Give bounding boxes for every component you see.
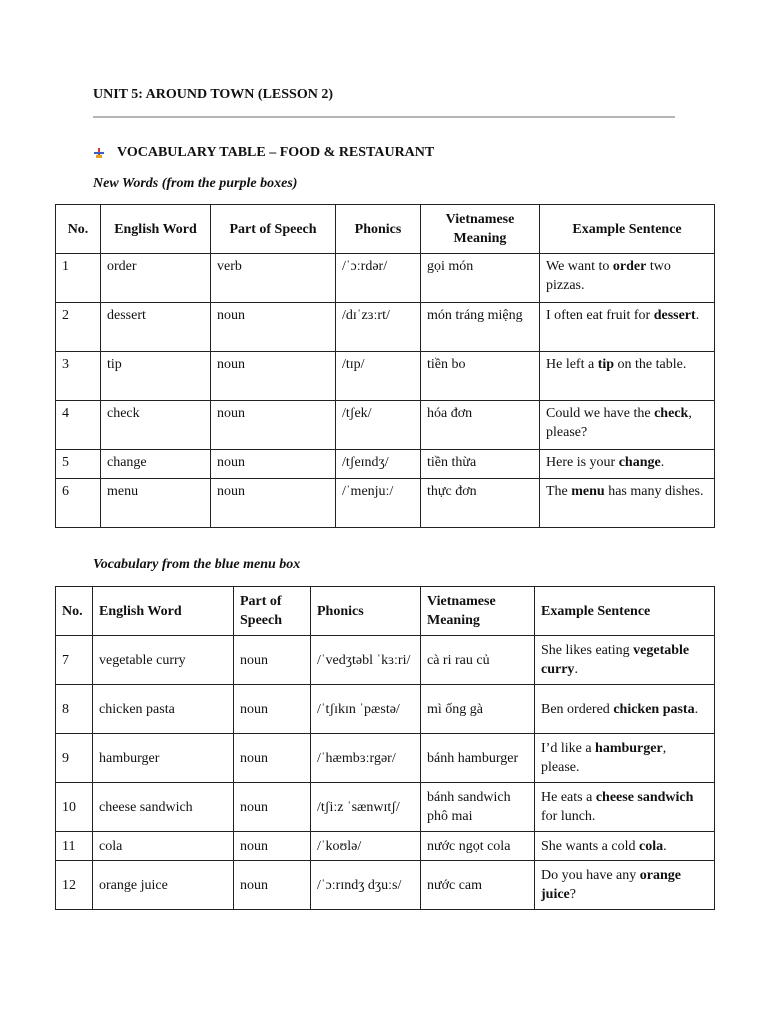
table-row [56, 861, 715, 910]
cell-no: 6 [56, 479, 101, 528]
table-header-row [56, 205, 715, 254]
header-phonics: Phonics [311, 587, 421, 636]
example-text-before: Ben ordered [541, 701, 614, 717]
table-row [56, 254, 715, 303]
example-keyword: orange juice [541, 868, 681, 902]
example-text-before: The [546, 484, 572, 499]
example-text-before: Could we have the [546, 406, 655, 421]
cell-part-of-speech: noun [234, 734, 311, 783]
cell-example-sentence [535, 734, 715, 783]
cell-phonics: /ˈhæmbɜːrgər/ [311, 734, 421, 783]
cell-no: 3 [56, 352, 101, 401]
header-english-word: English Word [101, 205, 211, 254]
cell-no: 4 [56, 401, 101, 450]
example-text-after: , please? [546, 406, 692, 440]
table-row [56, 450, 715, 479]
cell-english-word: hamburger [93, 734, 234, 783]
vocab-table-menu-box [55, 586, 715, 910]
cell-english-word: dessert [101, 303, 211, 352]
cell-vietnamese-meaning: hóa đơn [421, 401, 540, 450]
cell-phonics: /ˈtʃɪkɪn ˈpæstə/ [311, 685, 421, 734]
table2-caption: Vocabulary from the blue menu box [93, 557, 301, 572]
cell-no: 5 [56, 450, 101, 479]
example-keyword: cheese sandwich [595, 790, 694, 805]
cell-part-of-speech: noun [234, 783, 311, 832]
cell-example-sentence [540, 303, 715, 352]
cell-phonics: /ˈɔːrdər/ [336, 254, 421, 303]
example-text-before: She wants a cold [541, 838, 639, 854]
cell-no: 7 [56, 636, 93, 685]
example-text-before: Do you have any [541, 868, 640, 883]
cell-no: 2 [56, 303, 101, 352]
header-no: No. [56, 205, 101, 254]
cell-phonics: /ˈɔːrɪndʒ dʒuːs/ [311, 861, 421, 910]
cell-no: 9 [56, 734, 93, 783]
example-text-after: . [660, 455, 665, 470]
cell-vietnamese-meaning: gọi món [421, 254, 540, 303]
cell-example-sentence [540, 479, 715, 528]
cell-phonics: /tɪp/ [336, 352, 421, 401]
cell-example-sentence [540, 254, 715, 303]
table-header-row [56, 587, 715, 636]
table-row [56, 636, 715, 685]
example-text-before: I’d like a [541, 741, 596, 756]
cell-part-of-speech: noun [211, 450, 336, 479]
example-text-after: , please. [541, 741, 667, 775]
example-keyword: order [612, 259, 647, 274]
page-title: UNIT 5: AROUND TOWN (LESSON 2) [93, 87, 333, 102]
example-text-after: . [663, 838, 667, 854]
cell-no: 11 [56, 832, 93, 861]
table-row [56, 783, 715, 832]
example-text-after: for lunch. [541, 809, 596, 824]
cell-no: 12 [56, 861, 93, 910]
cell-example-sentence [535, 636, 715, 685]
example-keyword: hamburger [595, 741, 663, 756]
table-row [56, 832, 715, 861]
table-row [56, 303, 715, 352]
cell-part-of-speech: noun [234, 861, 311, 910]
cell-english-word: menu [101, 479, 211, 528]
example-keyword: cola [638, 838, 664, 854]
cell-no: 1 [56, 254, 101, 303]
table-row [56, 734, 715, 783]
example-text-after: on the table. [614, 357, 687, 372]
example-keyword: tip [597, 357, 615, 372]
cell-english-word: change [101, 450, 211, 479]
table1-caption: New Words (from the purple boxes) [93, 176, 298, 191]
cell-vietnamese-meaning: món tráng miệng [421, 303, 540, 352]
header-part-of-speech: Part of Speech [211, 205, 336, 254]
cell-english-word: cola [93, 832, 234, 861]
section-heading [93, 145, 434, 161]
example-keyword: chicken pasta [613, 701, 695, 717]
cell-vietnamese-meaning: tiền thừa [421, 450, 540, 479]
example-keyword: dessert [653, 308, 696, 323]
cell-example-sentence [540, 450, 715, 479]
example-text-before: We want to [546, 259, 613, 274]
cell-english-word: orange juice [93, 861, 234, 910]
cell-phonics: /ˈvedʒtəbl ˈkɜːri/ [311, 636, 421, 685]
cell-part-of-speech: noun [211, 401, 336, 450]
cell-part-of-speech: noun [234, 636, 311, 685]
cell-part-of-speech: noun [211, 303, 336, 352]
example-text-before: He left a [546, 357, 598, 372]
title-divider [93, 116, 675, 118]
example-text-after: . [695, 308, 700, 323]
cell-english-word: order [101, 254, 211, 303]
example-text-before: She likes eating [541, 643, 634, 658]
header-example-sentence: Example Sentence [535, 587, 715, 636]
diamond-bullet-icon [93, 147, 105, 159]
header-english-word: English Word [93, 587, 234, 636]
cell-phonics: /ˈkoʊlə/ [311, 832, 421, 861]
cell-phonics: /tʃiːz ˈsænwɪtʃ/ [311, 783, 421, 832]
table-row [56, 352, 715, 401]
example-keyword: vegetable curry [541, 643, 690, 677]
example-keyword: change [618, 455, 661, 470]
cell-vietnamese-meaning: cà ri rau củ [421, 636, 535, 685]
cell-vietnamese-meaning: nước cam [421, 861, 535, 910]
cell-example-sentence [535, 861, 715, 910]
example-keyword: menu [571, 484, 605, 499]
cell-no: 10 [56, 783, 93, 832]
header-vietnamese-meaning: Vietnamese Meaning [421, 205, 540, 254]
cell-phonics: /ˈmenjuː/ [336, 479, 421, 528]
header-phonics: Phonics [336, 205, 421, 254]
cell-example-sentence [535, 685, 715, 734]
cell-vietnamese-meaning: bánh hamburger [421, 734, 535, 783]
example-text-before: Here is your [546, 455, 619, 470]
cell-phonics: /dɪˈzɜːrt/ [336, 303, 421, 352]
cell-example-sentence [535, 832, 715, 861]
example-text-after: has many dishes. [604, 484, 704, 499]
cell-vietnamese-meaning: tiền bo [421, 352, 540, 401]
cell-english-word: cheese sandwich [93, 783, 234, 832]
cell-vietnamese-meaning: thực đơn [421, 479, 540, 528]
example-text-before: I often eat fruit for [546, 308, 654, 323]
example-text-after: . [694, 701, 699, 717]
section-title: VOCABULARY TABLE – FOOD & RESTAURANT [117, 145, 435, 160]
header-example-sentence: Example Sentence [540, 205, 715, 254]
cell-part-of-speech: noun [211, 352, 336, 401]
cell-english-word: chicken pasta [93, 685, 234, 734]
example-text-after: two pizzas. [546, 259, 671, 293]
example-text-before: He eats a [541, 790, 596, 805]
cell-vietnamese-meaning: mì ống gà [421, 685, 535, 734]
header-no: No. [56, 587, 93, 636]
cell-vietnamese-meaning: bánh sandwich phô mai [421, 783, 535, 832]
cell-example-sentence [540, 401, 715, 450]
example-text-after: . [574, 662, 578, 677]
vocab-table-new-words [55, 204, 715, 528]
header-vietnamese-meaning: Vietnamese Meaning [421, 587, 535, 636]
cell-vietnamese-meaning: nước ngọt cola [421, 832, 535, 861]
cell-no: 8 [56, 685, 93, 734]
table-row [56, 479, 715, 528]
example-text-after: ? [569, 887, 576, 902]
cell-english-word: tip [101, 352, 211, 401]
cell-part-of-speech: noun [234, 685, 311, 734]
example-keyword: check [654, 406, 689, 421]
cell-phonics: /tʃek/ [336, 401, 421, 450]
cell-english-word: vegetable curry [93, 636, 234, 685]
cell-part-of-speech: noun [234, 832, 311, 861]
cell-part-of-speech: verb [211, 254, 336, 303]
table-row [56, 401, 715, 450]
cell-phonics: /tʃeɪndʒ/ [336, 450, 421, 479]
table-row [56, 685, 715, 734]
cell-example-sentence [540, 352, 715, 401]
cell-english-word: check [101, 401, 211, 450]
cell-example-sentence [535, 783, 715, 832]
header-part-of-speech: Part of Speech [234, 587, 311, 636]
cell-part-of-speech: noun [211, 479, 336, 528]
